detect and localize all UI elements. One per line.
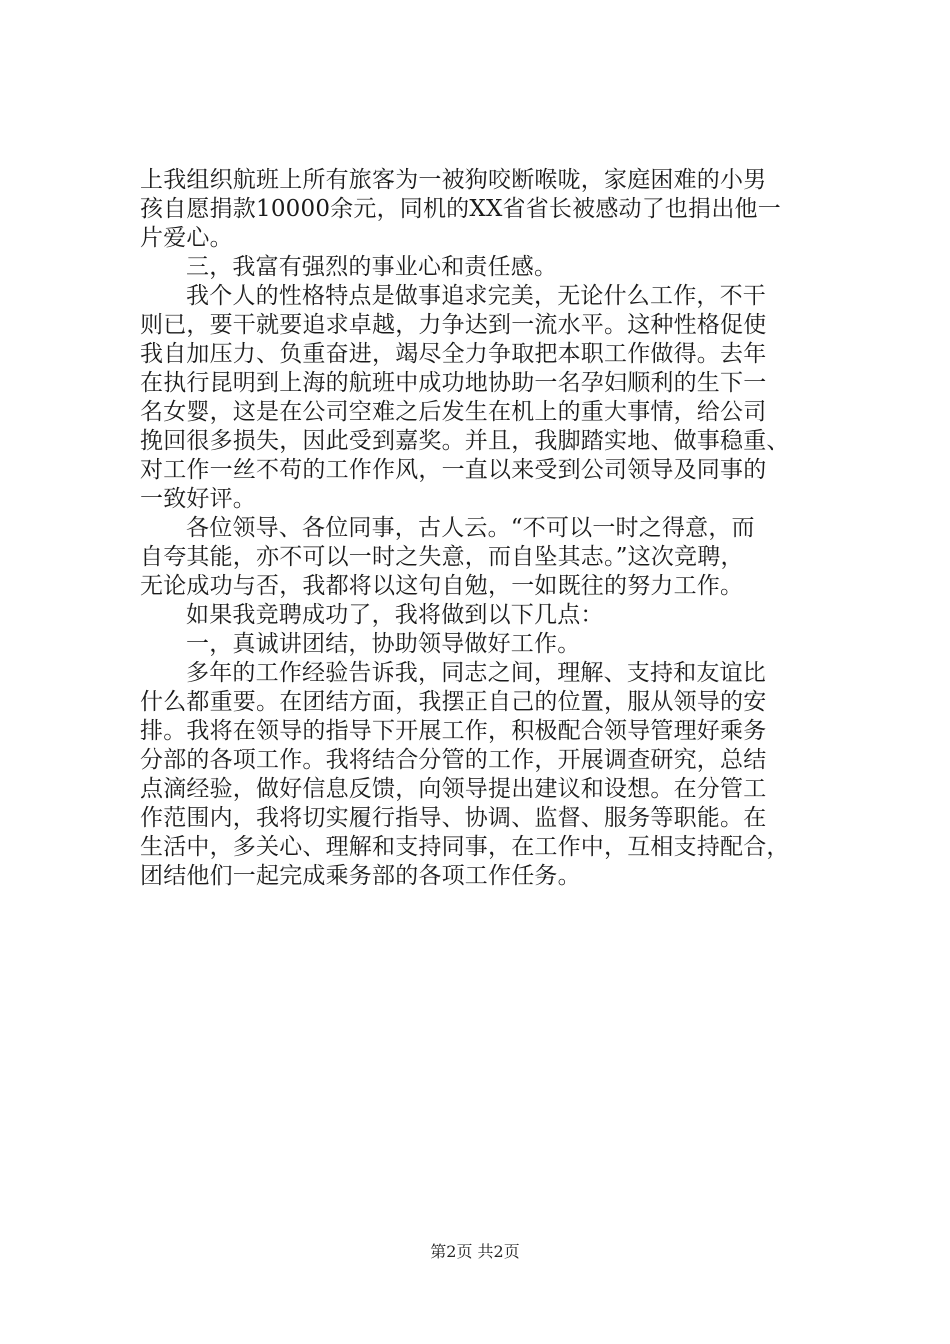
text-line: 在执行昆明到上海的航班中成功地协助一名孕妇顺利的生下一 <box>140 370 767 396</box>
page-number-footer: 第2页 共2页 <box>430 1242 520 1261</box>
text-line: 自夸其能，亦不可以一时之失意，而自坠其志。”这次竞聘， <box>140 544 744 570</box>
text-line: 则已，要干就要追求卓越，力争达到一流水平。这种性格促使 <box>140 312 767 338</box>
text-line: 上我组织航班上所有旅客为一被狗咬断喉咙，家庭困难的小男 <box>140 167 767 193</box>
text-line: 挽回很多损失，因此受到嘉奖。并且，我脚踏实地、做事稳重、 <box>140 428 790 454</box>
text-line: 排。我将在领导的指导下开展工作，积极配合领导管理好乘务 <box>140 718 767 744</box>
text-line: 我自加压力、负重奋进，竭尽全力争取把本职工作做得。去年 <box>140 341 767 367</box>
text-line: 多年的工作经验告诉我，同志之间，理解、支持和友谊比 <box>186 660 766 686</box>
text-line: 我个人的性格特点是做事追求完美，无论什么工作，不干 <box>186 283 766 309</box>
text-line: 各位领导、各位同事，古人云。“不可以一时之得意，而 <box>186 515 755 541</box>
text-line: 作范围内，我将切实履行指导、协调、监督、服务等职能。在 <box>140 805 767 831</box>
text-line: 一致好评。 <box>140 486 256 512</box>
text-line: 无论成功与否，我都将以这句自勉，一如既往的努力工作。 <box>140 573 744 599</box>
section-heading: 三，我富有强烈的事业心和责任感。 <box>186 254 558 280</box>
text-line: 孩自愿捐款10000余元，同机的XX省省长被感动了也捐出他一 <box>140 196 781 222</box>
text-line: 片爱心。 <box>140 225 233 251</box>
text-line: 对工作一丝不苟的工作作风，一直以来受到公司领导及同事的 <box>140 457 767 483</box>
text-line: 分部的各项工作。我将结合分管的工作，开展调查研究，总结 <box>140 747 767 773</box>
document-body <box>140 166 840 891</box>
text-line: 名女婴，这是在公司空难之后发生在机上的重大事情，给公司 <box>140 399 767 425</box>
section-heading: 一，真诚讲团结，协助领导做好工作。 <box>186 631 581 657</box>
text-line: 如果我竞聘成功了，我将做到以下几点： <box>186 602 604 628</box>
text-line: 生活中，多关心、理解和支持同事，在工作中，互相支持配合， <box>140 834 790 860</box>
text-line: 团结他们一起完成乘务部的各项工作任务。 <box>140 863 581 889</box>
text-line: 点滴经验，做好信息反馈，向领导提出建议和设想。在分管工 <box>140 776 767 802</box>
text-line: 什么都重要。在团结方面，我摆正自己的位置，服从领导的安 <box>140 689 767 715</box>
